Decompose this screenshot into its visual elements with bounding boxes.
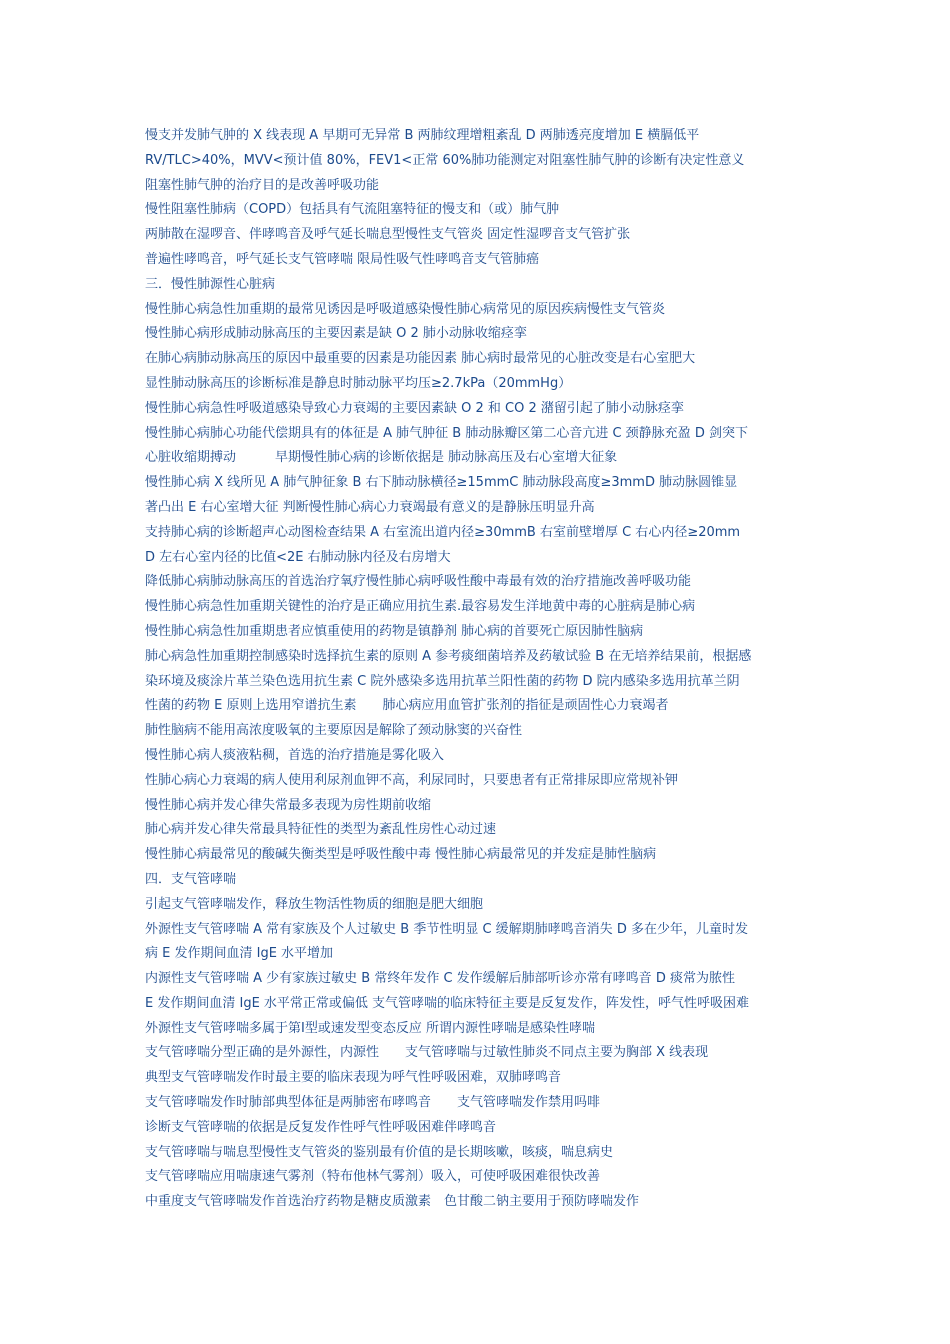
text-line: 支气管哮喘应用喘康速气雾剂（特布他林气雾剂）吸入，可使呼吸困难很快改善 [145, 1169, 601, 1185]
text-line: 支持肺心病的诊断超声心动图检查结果 A 右室流出道内径≥30mmB 右室前壁增厚 C 右心内径≥20mm [145, 524, 741, 540]
text-line: 支气管哮喘发作时肺部典型体征是两肺密布哮鸣音 支气管哮喘发作禁用吗啡 [145, 1095, 601, 1111]
section-heading: 四．支气管哮喘 [145, 871, 237, 887]
text-line: E 发作期间血清 IgE 水平常正常或偏低 支气管哮喘的临床特征主要是反复发作，阵发性，呼气性呼吸困难 [145, 995, 750, 1011]
text-line: 慢性肺心病急性加重期关键性的治疗是正确应用抗生素.最容易发生洋地黄中毒的心脏病是肺心病 [145, 599, 696, 615]
text-line: 慢性肺心病肺心功能代偿期具有的体征是 A 肺气肿征 B 肺动脉瓣区第二心音亢进 C 颈静脉充盈 D 剑突下 [145, 425, 748, 441]
text-line: 肺心病并发心律失常最具特征性的类型为紊乱性房性心动过速 [145, 822, 497, 838]
text-line: 阻塞性肺气肿的治疗目的是改善呼吸功能 [145, 177, 380, 193]
text-line: 两肺散在湿啰音、伴哮鸣音及呼气延长喘息型慢性支气管炎 固定性湿啰音支气管扩张 [145, 227, 631, 243]
text-line: RV/TLC>40%，MVV<预计值 80%，FEV1<正常 60%肺功能测定对阻塞性肺气肿的诊断有决定性意义 [145, 152, 745, 168]
text-line: 内源性支气管哮喘 A 少有家族过敏史 B 常终年发作 C 发作缓解后肺部听诊亦常有哮鸣音 D 痰常为脓性 [145, 971, 735, 987]
text-line: 慢支并发肺气肿的 X 线表现 A 早期可无异常 B 两肺纹理增粗紊乱 D 两肺透亮度增加 E 横膈低平 [145, 128, 700, 143]
text-line: D 左右心室内径的比值<2E 右肺动脉内径及右房增大 [145, 549, 451, 565]
text-line: 性菌的药物 E 原则上选用窄谱抗生素 肺心病应用血管扩张剂的指征是顽固性心力衰竭者 [145, 698, 669, 714]
section-heading: 三．慢性肺源性心脏病 [145, 276, 276, 292]
text-line: 慢性肺心病急性呼吸道感染导致心力衰竭的主要因素缺 O 2 和 CO 2 潴留引起了肺小动脉痉挛 [145, 400, 684, 416]
text-line: 心脏收缩期搏动 早期慢性肺心病的诊断依据是 肺动脉高压及右心室增大征象 [145, 450, 618, 466]
text-line: 引起支气管哮喘发作，释放生物活性物质的细胞是肥大细胞 [145, 896, 484, 912]
text-line: 降低肺心病肺动脉高压的首选治疗氧疗慢性肺心病呼吸性酸中毒最有效的治疗措施改善呼吸功能 [145, 574, 692, 590]
text-line: 在肺心病肺动脉高压的原因中最重要的因素是功能因素 肺心病时最常见的心脏改变是右心室肥大 [145, 351, 696, 367]
text-line: 慢性肺心病人痰液粘稠，首选的治疗措施是雾化吸入 [145, 747, 445, 763]
text-line: 中重度支气管哮喘发作首选治疗药物是糖皮质激素 色甘酸二钠主要用于预防哮喘发作 [145, 1194, 640, 1210]
text-line: 慢性肺心病最常见的酸碱失衡类型是呼吸性酸中毒 慢性肺心病最常见的并发症是肺性脑病 [145, 847, 657, 863]
text-line: 诊断支气管哮喘的依据是反复发作性呼气性呼吸困难伴哮鸣音 [145, 1119, 497, 1135]
text-line: 慢性肺心病并发心律失常最多表现为房性期前收缩 [145, 797, 432, 813]
text-line: 慢性肺心病急性加重期的最常见诱因是呼吸道感染慢性肺心病常见的原因疾病慢性支气管炎 [145, 301, 666, 317]
text-line: 肺性脑病不能用高浓度吸氧的主要原因是解除了颈动脉窦的兴奋性 [145, 723, 523, 739]
text-line: 支气管哮喘与喘息型慢性支气管炎的鉴别最有价值的是长期咳嗽，咳痰，喘息病史 [145, 1144, 614, 1160]
text-line: 慢性肺心病形成肺动脉高压的主要因素是缺 O 2 肺小动脉收缩痉挛 [145, 326, 527, 342]
text-line: 慢性肺心病急性加重期患者应慎重使用的药物是镇静剂 肺心病的首要死亡原因肺性脑病 [145, 623, 644, 639]
text-line: 支气管哮喘分型正确的是外源性，内源性 支气管哮喘与过敏性肺炎不同点主要为胸部 X 线表现 [145, 1045, 709, 1061]
text-line: 慢性肺心病 X 线所见 A 肺气肿征象 B 右下肺动脉横径≥15mmC 肺动脉段高度≥3mmD 肺动脉圆锥显 [145, 475, 738, 491]
document-body [145, 124, 810, 1215]
text-line: 肺心病急性加重期控制感染时选择抗生素的原则 A 参考痰细菌培养及药敏试验 B 在无培养结果前，根据感 [145, 648, 752, 664]
text-line: 外源性支气管哮喘 A 常有家族及个人过敏史 B 季节性明显 C 缓解期肺哮鸣音消失 D 多在少年，儿童时发 [145, 921, 748, 937]
text-line: 普遍性哮鸣音，呼气延长支气管哮喘 限局性吸气性哮鸣音支气管肺癌 [145, 251, 540, 267]
text-line: 显性肺动脉高压的诊断标准是静息时肺动脉平均压≥2.7kPa（20mmHg） [145, 375, 572, 391]
text-line: 慢性阻塞性肺病（COPD）包括具有气流阻塞特征的慢支和（或）肺气肿 [145, 202, 560, 218]
text-line: 性肺心病心力衰竭的病人使用利尿剂血钾不高，利尿同时，只要患者有正常排尿即应常规补钾 [145, 772, 679, 788]
text-line: 病 E 发作期间血清 IgE 水平增加 [145, 946, 334, 962]
text-line: 外源性支气管哮喘多属于第Ⅰ型或速发型变态反应 所谓内源性哮喘是感染性哮喘 [145, 1020, 595, 1036]
text-line: 典型支气管哮喘发作时最主要的临床表现为呼气性呼吸困难，双肺哮鸣音 [145, 1070, 562, 1086]
text-line: 染环境及痰涂片革兰染色选用抗生素 C 院外感染多选用抗革兰阳性菌的药物 D 院内感染多选用抗革兰阴 [145, 673, 740, 689]
text-line: 著凸出 E 右心室增大征 判断慢性肺心病心力衰竭最有意义的是静脉压明显升高 [145, 499, 595, 515]
